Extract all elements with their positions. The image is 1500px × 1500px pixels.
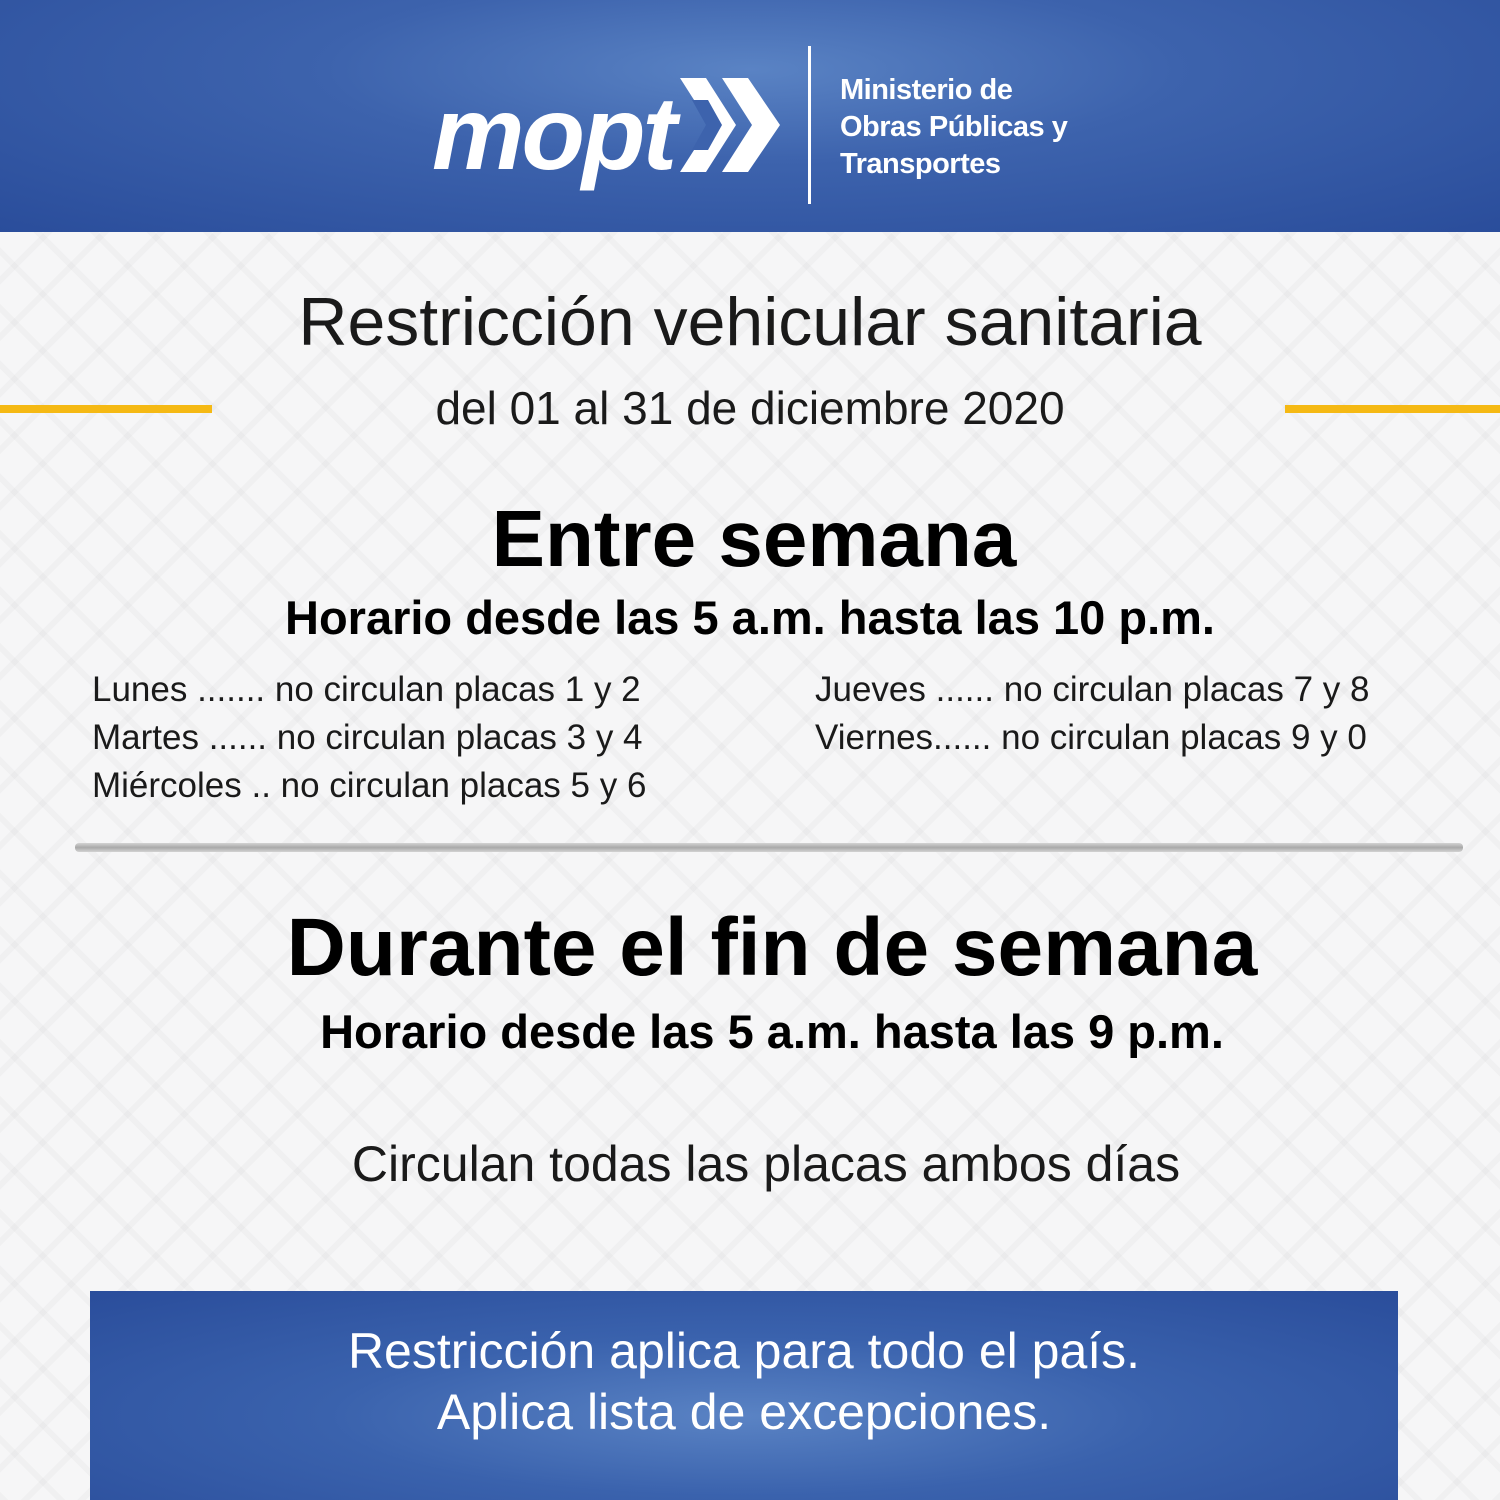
list-item: Martes ...... no circulan placas 3 y 4	[92, 718, 643, 757]
footer-line-1: Restricción aplica para todo el país.	[347, 1323, 1141, 1379]
footer-banner	[90, 1291, 1398, 1500]
header-banner	[0, 0, 1500, 232]
weekday-hours: Horario desde las 5 a.m. hasta las 10 p.m.	[285, 591, 1215, 644]
weekday-list-left	[92, 666, 646, 810]
weekend-note: Circulan todas las placas ambos días	[351, 1136, 1181, 1192]
chevron-arrow-icon	[672, 70, 788, 180]
list-item: Jueves ...... no circulan placas 7 y 8	[815, 670, 1370, 709]
section-divider	[75, 843, 1463, 852]
footer-line-2: Aplica lista de excepciones.	[436, 1384, 1052, 1440]
weekday-heading: Entre semana	[491, 494, 1017, 583]
list-item: Lunes ....... no circulan placas 1 y 2	[92, 670, 641, 709]
logo-text: mopt	[432, 76, 675, 192]
ministry-name	[840, 72, 1100, 183]
ministry-line-2: Obras Públicas y	[840, 111, 1068, 143]
ministry-line-3: Transportes	[840, 148, 1001, 180]
header-divider	[808, 46, 811, 204]
ministry-line-1: Ministerio de	[840, 74, 1013, 106]
date-range: del 01 al 31 de diciembre 2020	[435, 382, 1065, 434]
list-item: Viernes...... no circulan placas 9 y 0	[815, 718, 1367, 757]
page-title: Restricción vehicular sanitaria	[298, 284, 1202, 360]
weekend-heading: Durante el fin de semana	[286, 902, 1258, 993]
weekday-list-right	[815, 666, 1369, 762]
list-item: Miércoles .. no circulan placas 5 y 6	[92, 766, 647, 805]
weekend-hours: Horario desde las 5 a.m. hasta las 9 p.m.	[320, 1005, 1224, 1058]
